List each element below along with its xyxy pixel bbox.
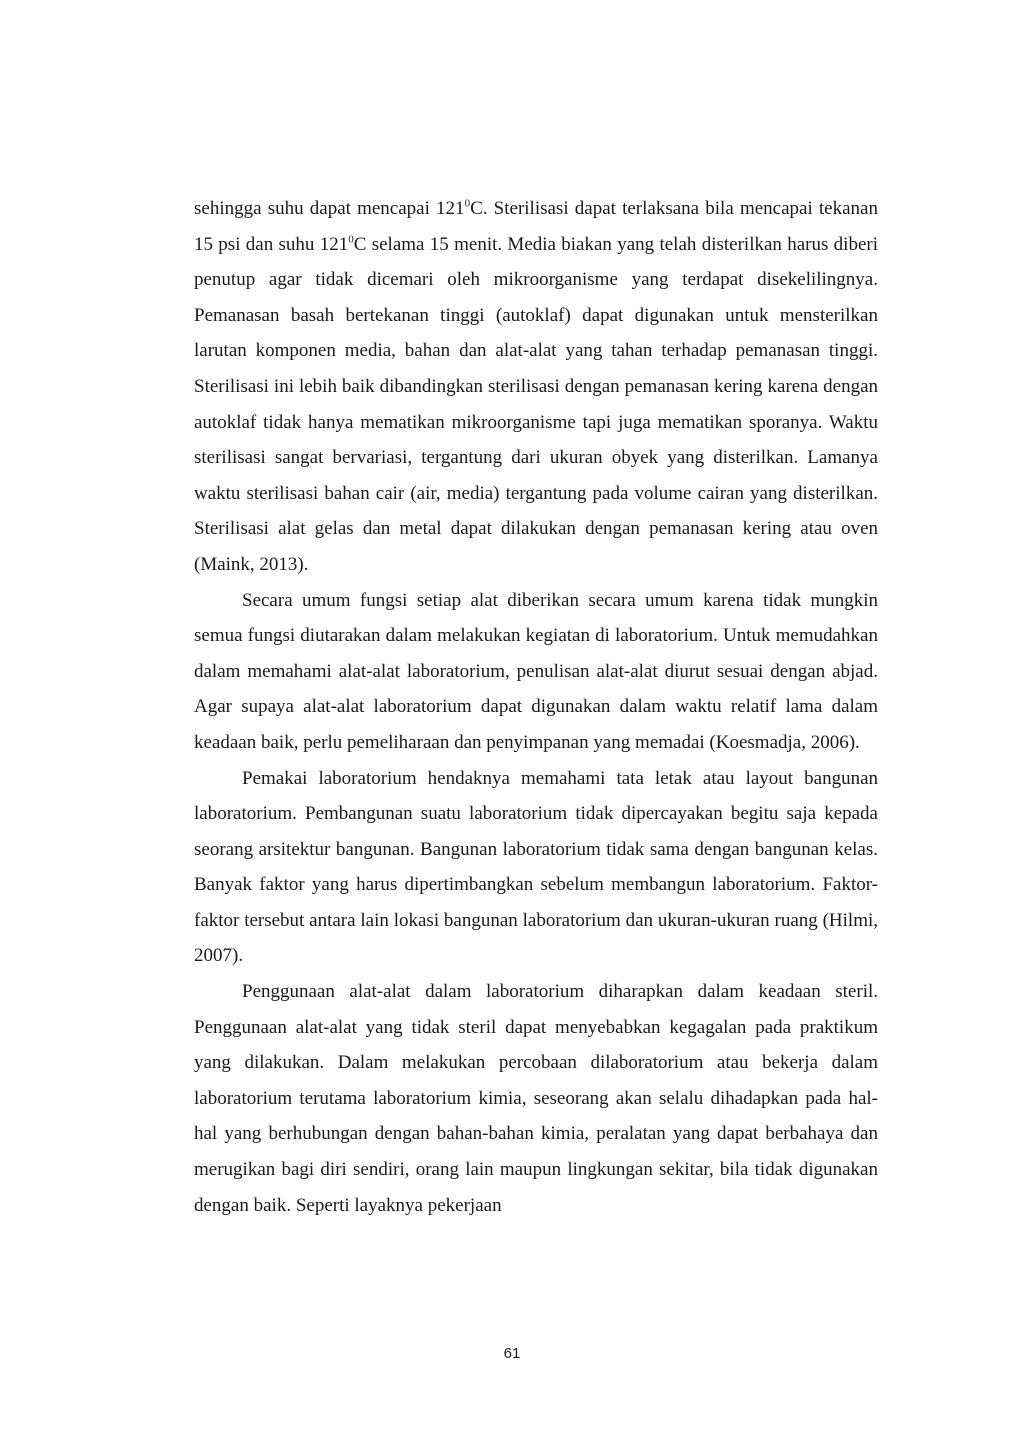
paragraph-sterile-tools: Penggunaan alat-alat dalam laboratorium diharapkan dalam keadaan steril. Penggunaan alat-alat yang tidak steril dapat menyebabkan kegagalan pada praktikum yang dilakukan. Dalam melakukan percobaan dilaboratorium atau bekerja dalam laboratorium terutama laboratorium kimia, seseorang akan selalu dihadapkan pada hal-hal yang berhubungan dengan bahan-bahan kimia, peralatan yang dapat berbahaya dan merugikan bagi diri sendiri, orang lain maupun lingkungan sekitar, bila tidak digunakan dengan baik. Seperti layaknya pekerjaan [194,981,878,1216]
paragraph-lab-layout: Pemakai laboratorium hendaknya memahami tata letak atau layout bangunan laboratorium. Pembangunan suatu laboratorium tidak dipercayakan begitu saja kepada seorang arsitektur bangunan. Bangunan laboratorium tidak sama dengan bangunan kelas. Banyak faktor yang harus dipertimbangkan sebelum membangun laboratorium. Faktor-faktor tersebut antara lain lokasi bangunan laboratorium dan ukuran-ukuran ruang (Hilmi, 2007). [194,767,878,967]
page-number: 61 [503,1345,521,1362]
superscript-degree: 0 [348,233,354,246]
paragraph-sterilization [194,191,878,583]
body-text [194,191,878,1223]
paragraph-text: C. Sterilisasi dapat terlaksana bila mencapai tekanan 15 psi dan suhu 121 [194,198,878,255]
paragraph-text: sehingga suhu dapat mencapai 121 [194,198,465,219]
superscript-degree: 0 [464,197,471,210]
paragraph-tool-functions: Secara umum fungsi setiap alat diberikan secara umum karena tidak mungkin semua fungsi diutarakan dalam melakukan kegiatan di laboratorium. Untuk memudahkan dalam memahami alat-alat laboratorium, penulisan alat-alat diurut sesuai dengan abjad. Agar supaya alat-alat laboratorium dapat digunakan dalam waktu relatif lama dalam keadaan baik, perlu pemeliharaan dan penyimpanan yang memadai (Koesmadja, 2006). [194,589,878,753]
paragraph-text: C selama 15 menit. Media biakan yang telah disterilkan harus diberi penutup agar tidak dicemari oleh mikroorganisme yang terdapat disekelilingnya. Pemanasan basah bertekanan tinggi (autoklaf) dapat digunakan untuk mensterilkan larutan komponen media, bahan dan alat-alat yang tahan terhadap pemanasan tinggi. Sterilisasi ini lebih baik dibandingkan sterilisasi dengan pemanasan kering karena dengan autoklaf tidak hanya mematikan mikroorganisme tapi juga mematikan sporanya. Waktu sterilisasi sangat bervariasi, tergantung dari ukuran obyek yang disterilkan. Lamanya waktu sterilisasi bahan cair (air, media) tergantung pada volume cairan yang disterilkan. Sterilisasi alat gelas dan metal dapat dilakukan dengan pemanasan kering atau oven (Maink, 2013). [194,233,879,575]
